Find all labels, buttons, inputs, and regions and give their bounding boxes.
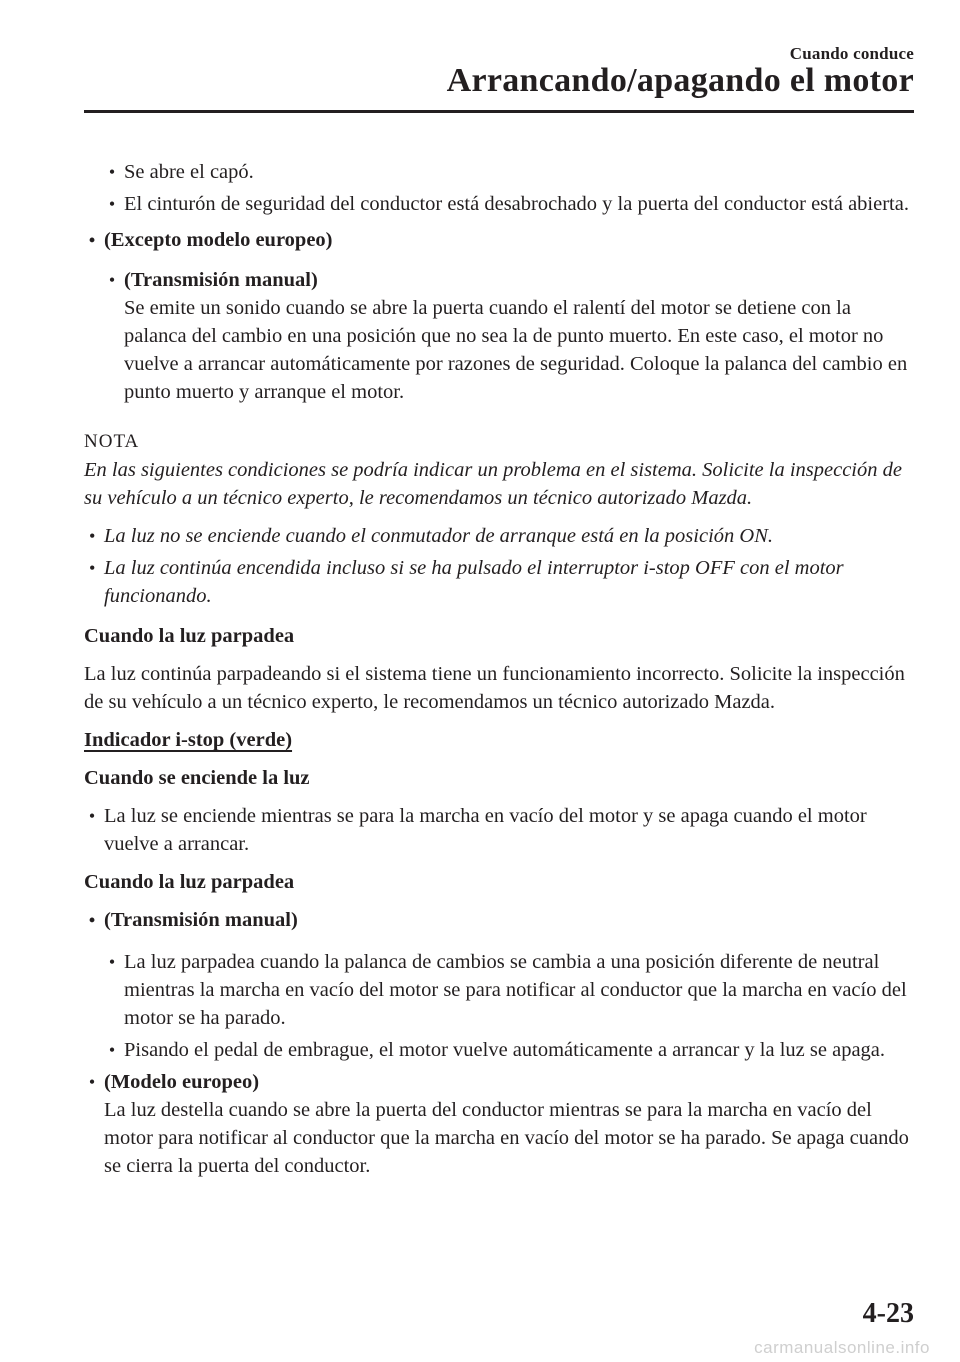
bullet-icon: • <box>108 194 116 214</box>
list-item-text: Se emite un sonido cuando se abre la puerta cuando el ralentí del motor se detiene con la palanca del cambio en una posición que no sea la de punto muerto. En este caso, el motor no vuelve a arrancar automáticamente por razones de seguridad. Coloque la palanca del cambio en punto muerto y arranque el motor. <box>124 297 908 403</box>
bullet-icon: • <box>88 910 96 930</box>
list-item-text: La luz se enciende mientras se para la marcha en vacío del motor y se apaga cuando el motor vuelve a arrancar. <box>104 805 867 855</box>
indicator-heading-text: Indicador i-stop (verde) <box>84 729 293 751</box>
note-item <box>84 554 916 610</box>
list-item-heading: (Transmisión manual) <box>124 269 318 291</box>
list-item-text: Pisando el pedal de embrague, el motor vuelve automáticamente a arrancar y la luz se apaga. <box>124 1039 886 1061</box>
list-item <box>84 226 916 254</box>
section-label: Cuando conduce <box>789 44 914 63</box>
list-item-text: La luz destella cuando se abre la puerta del conductor mientras se para la marcha en vacío del motor para notificar al conductor que la marcha en vacío del motor se ha parado. Se apaga cuando se cierra la puerta del conductor. <box>104 1099 909 1177</box>
note-item <box>84 522 916 550</box>
page-title: Arrancando/apagando el motor <box>446 62 914 99</box>
note-item-text: La luz no se enciende cuando el conmutador de arranque está en la posición ON. <box>104 525 774 547</box>
list-item <box>84 906 916 934</box>
list-item-heading: (Transmisión manual) <box>104 909 298 931</box>
list-item <box>84 948 916 1032</box>
list-item <box>84 1036 916 1064</box>
bullet-icon: • <box>108 270 116 290</box>
bullet-icon: • <box>88 1072 96 1092</box>
list-item-text: Se abre el capó. <box>124 161 254 183</box>
watermark: carmanualsonline.info <box>754 1338 930 1357</box>
page-content <box>84 158 916 1180</box>
page-number: 4-23 <box>862 1298 914 1329</box>
list-item <box>84 266 916 406</box>
bullet-icon: • <box>88 806 96 826</box>
section-heading: Cuando la luz parpadea <box>84 625 295 647</box>
list-item <box>84 190 916 218</box>
indicator-heading <box>84 726 916 754</box>
bullet-icon: • <box>108 162 116 182</box>
bullet-icon: • <box>88 558 96 578</box>
section-paragraph: La luz continúa parpadeando si el sistema tiene un funcionamiento incorrecto. Solicite la inspección de su vehículo a un técnico experto, le recomendamos un técnico autorizado Mazda. <box>84 663 905 713</box>
note-text: En las siguientes condiciones se podría indicar un problema en el sistema. Solicite la inspección de su vehículo a un técnico experto, le recomendamos un técnico autorizado Mazda. <box>84 459 902 509</box>
bullet-icon: • <box>88 230 96 250</box>
list-item-heading: (Modelo europeo) <box>104 1071 260 1093</box>
bullet-icon: • <box>108 952 116 972</box>
note-label: NOTA <box>84 431 140 452</box>
list-item-text: La luz parpadea cuando la palanca de cambios se cambia a una posición diferente de neutral mientras la marcha en vacío del motor se para notificar al conductor que la marcha en vacío del motor se ha parado. <box>124 951 907 1029</box>
bullet-icon: • <box>88 526 96 546</box>
subsection-heading: Cuando la luz parpadea <box>84 871 295 893</box>
note-item-text: La luz continúa encendida incluso si se ha pulsado el interruptor i-stop OFF con el motor funcionando. <box>104 557 844 607</box>
list-item <box>84 1068 916 1180</box>
list-item-text: El cinturón de seguridad del conductor está desabrochado y la puerta del conductor está abierta. <box>124 193 909 215</box>
list-item <box>84 802 916 858</box>
list-item-heading: (Excepto modelo europeo) <box>104 229 333 251</box>
bullet-icon: • <box>108 1040 116 1060</box>
list-item <box>84 158 916 186</box>
subsection-heading: Cuando se enciende la luz <box>84 767 310 789</box>
header-divider <box>84 110 914 113</box>
